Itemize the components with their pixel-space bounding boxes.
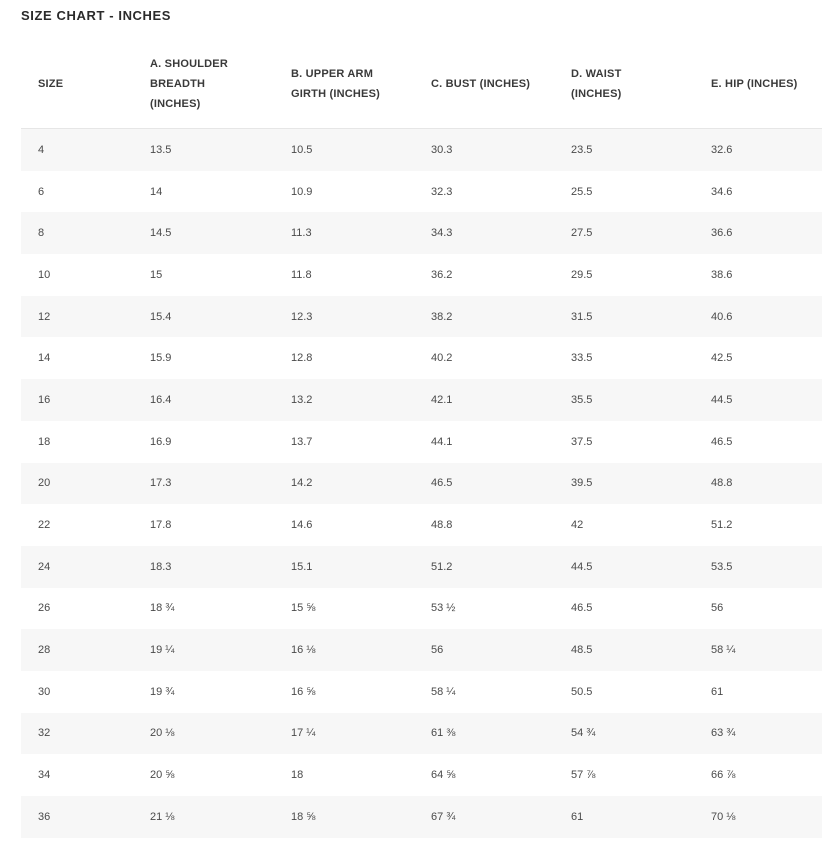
table-row: [21, 129, 822, 171]
cell-size: 14: [21, 337, 133, 379]
cell-waist: 50.5: [554, 671, 694, 713]
table-row: [21, 463, 822, 505]
cell-shoulder-breadth: 20 ⅝: [133, 754, 274, 796]
cell-size: 32: [21, 713, 133, 755]
cell-size: 10: [21, 254, 133, 296]
header-shoulder-breadth: A. SHOULDER BREADTH (INCHES): [133, 40, 274, 129]
cell-waist: 33.5: [554, 337, 694, 379]
cell-size: 36: [21, 796, 133, 838]
cell-size: 6: [21, 171, 133, 213]
cell-hip: 42.5: [694, 337, 822, 379]
table-row: [21, 296, 822, 338]
table-row: [21, 504, 822, 546]
cell-hip: 63 ¾: [694, 713, 822, 755]
cell-upper-arm-girth: 16 ⅛: [274, 629, 414, 671]
cell-upper-arm-girth: 15.1: [274, 546, 414, 588]
cell-shoulder-breadth: 21 ⅛: [133, 796, 274, 838]
cell-hip: 70 ⅛: [694, 796, 822, 838]
cell-bust: 53 ½: [414, 588, 554, 630]
cell-hip: 58 ¼: [694, 629, 822, 671]
table-row: [21, 671, 822, 713]
cell-waist: 25.5: [554, 171, 694, 213]
cell-bust: 36.2: [414, 254, 554, 296]
cell-bust: 56: [414, 629, 554, 671]
cell-size: 28: [21, 629, 133, 671]
table-row: [21, 171, 822, 213]
table-body: [21, 129, 822, 838]
cell-bust: 34.3: [414, 212, 554, 254]
table-row: [21, 796, 822, 838]
table-row: [21, 379, 822, 421]
cell-shoulder-breadth: 15.9: [133, 337, 274, 379]
cell-size: 34: [21, 754, 133, 796]
cell-hip: 38.6: [694, 254, 822, 296]
cell-shoulder-breadth: 17.3: [133, 463, 274, 505]
table-row: [21, 588, 822, 630]
cell-hip: 34.6: [694, 171, 822, 213]
cell-upper-arm-girth: 10.5: [274, 129, 414, 171]
cell-shoulder-breadth: 16.9: [133, 421, 274, 463]
cell-hip: 32.6: [694, 129, 822, 171]
cell-hip: 46.5: [694, 421, 822, 463]
cell-upper-arm-girth: 12.8: [274, 337, 414, 379]
cell-bust: 46.5: [414, 463, 554, 505]
cell-hip: 48.8: [694, 463, 822, 505]
cell-upper-arm-girth: 14.2: [274, 463, 414, 505]
cell-waist: 57 ⅞: [554, 754, 694, 796]
cell-waist: 39.5: [554, 463, 694, 505]
cell-upper-arm-girth: 16 ⅝: [274, 671, 414, 713]
cell-hip: 53.5: [694, 546, 822, 588]
table-row: [21, 421, 822, 463]
cell-shoulder-breadth: 17.8: [133, 504, 274, 546]
cell-size: 8: [21, 212, 133, 254]
cell-waist: 61: [554, 796, 694, 838]
cell-bust: 38.2: [414, 296, 554, 338]
table-row: [21, 337, 822, 379]
cell-waist: 35.5: [554, 379, 694, 421]
cell-upper-arm-girth: 14.6: [274, 504, 414, 546]
cell-size: 22: [21, 504, 133, 546]
cell-shoulder-breadth: 15.4: [133, 296, 274, 338]
cell-size: 4: [21, 129, 133, 171]
cell-size: 16: [21, 379, 133, 421]
cell-bust: 48.8: [414, 504, 554, 546]
cell-waist: 42: [554, 504, 694, 546]
cell-hip: 61: [694, 671, 822, 713]
cell-upper-arm-girth: 18: [274, 754, 414, 796]
cell-size: 20: [21, 463, 133, 505]
cell-upper-arm-girth: 11.3: [274, 212, 414, 254]
header-waist: D. WAIST (INCHES): [554, 40, 694, 129]
cell-upper-arm-girth: 17 ¼: [274, 713, 414, 755]
cell-waist: 23.5: [554, 129, 694, 171]
cell-shoulder-breadth: 20 ⅛: [133, 713, 274, 755]
size-chart: [21, 40, 822, 838]
header-upper-arm-girth: B. UPPER ARM GIRTH (INCHES): [274, 40, 414, 129]
cell-upper-arm-girth: 12.3: [274, 296, 414, 338]
cell-shoulder-breadth: 19 ¼: [133, 629, 274, 671]
cell-shoulder-breadth: 14.5: [133, 212, 274, 254]
cell-upper-arm-girth: 15 ⅝: [274, 588, 414, 630]
header-row: [21, 40, 822, 129]
cell-size: 30: [21, 671, 133, 713]
cell-waist: 37.5: [554, 421, 694, 463]
cell-bust: 32.3: [414, 171, 554, 213]
table-row: [21, 629, 822, 671]
cell-upper-arm-girth: 13.7: [274, 421, 414, 463]
cell-size: 12: [21, 296, 133, 338]
cell-bust: 42.1: [414, 379, 554, 421]
cell-bust: 58 ¼: [414, 671, 554, 713]
table-row: [21, 754, 822, 796]
table-row: [21, 254, 822, 296]
cell-waist: 31.5: [554, 296, 694, 338]
cell-waist: 27.5: [554, 212, 694, 254]
cell-hip: 40.6: [694, 296, 822, 338]
cell-waist: 29.5: [554, 254, 694, 296]
cell-size: 26: [21, 588, 133, 630]
table-header: [21, 40, 822, 129]
cell-upper-arm-girth: 18 ⅝: [274, 796, 414, 838]
cell-shoulder-breadth: 13.5: [133, 129, 274, 171]
table-row: [21, 546, 822, 588]
cell-upper-arm-girth: 10.9: [274, 171, 414, 213]
cell-bust: 51.2: [414, 546, 554, 588]
header-hip: E. HIP (INCHES): [694, 40, 822, 129]
cell-shoulder-breadth: 19 ¾: [133, 671, 274, 713]
cell-hip: 66 ⅞: [694, 754, 822, 796]
cell-size: 18: [21, 421, 133, 463]
cell-hip: 56: [694, 588, 822, 630]
cell-bust: 40.2: [414, 337, 554, 379]
cell-hip: 51.2: [694, 504, 822, 546]
cell-shoulder-breadth: 16.4: [133, 379, 274, 421]
cell-shoulder-breadth: 18.3: [133, 546, 274, 588]
cell-shoulder-breadth: 15: [133, 254, 274, 296]
size-chart-table: [21, 40, 822, 838]
cell-upper-arm-girth: 13.2: [274, 379, 414, 421]
cell-bust: 61 ⅜: [414, 713, 554, 755]
cell-waist: 44.5: [554, 546, 694, 588]
cell-bust: 30.3: [414, 129, 554, 171]
cell-upper-arm-girth: 11.8: [274, 254, 414, 296]
cell-bust: 67 ¾: [414, 796, 554, 838]
page-title: SIZE CHART - INCHES: [21, 8, 172, 23]
cell-bust: 64 ⅝: [414, 754, 554, 796]
cell-hip: 44.5: [694, 379, 822, 421]
cell-waist: 54 ¾: [554, 713, 694, 755]
cell-waist: 48.5: [554, 629, 694, 671]
header-bust: C. BUST (INCHES): [414, 40, 554, 129]
cell-bust: 44.1: [414, 421, 554, 463]
cell-hip: 36.6: [694, 212, 822, 254]
cell-shoulder-breadth: 14: [133, 171, 274, 213]
table-row: [21, 713, 822, 755]
cell-waist: 46.5: [554, 588, 694, 630]
table-row: [21, 212, 822, 254]
cell-size: 24: [21, 546, 133, 588]
cell-shoulder-breadth: 18 ¾: [133, 588, 274, 630]
header-size: SIZE: [21, 40, 133, 129]
